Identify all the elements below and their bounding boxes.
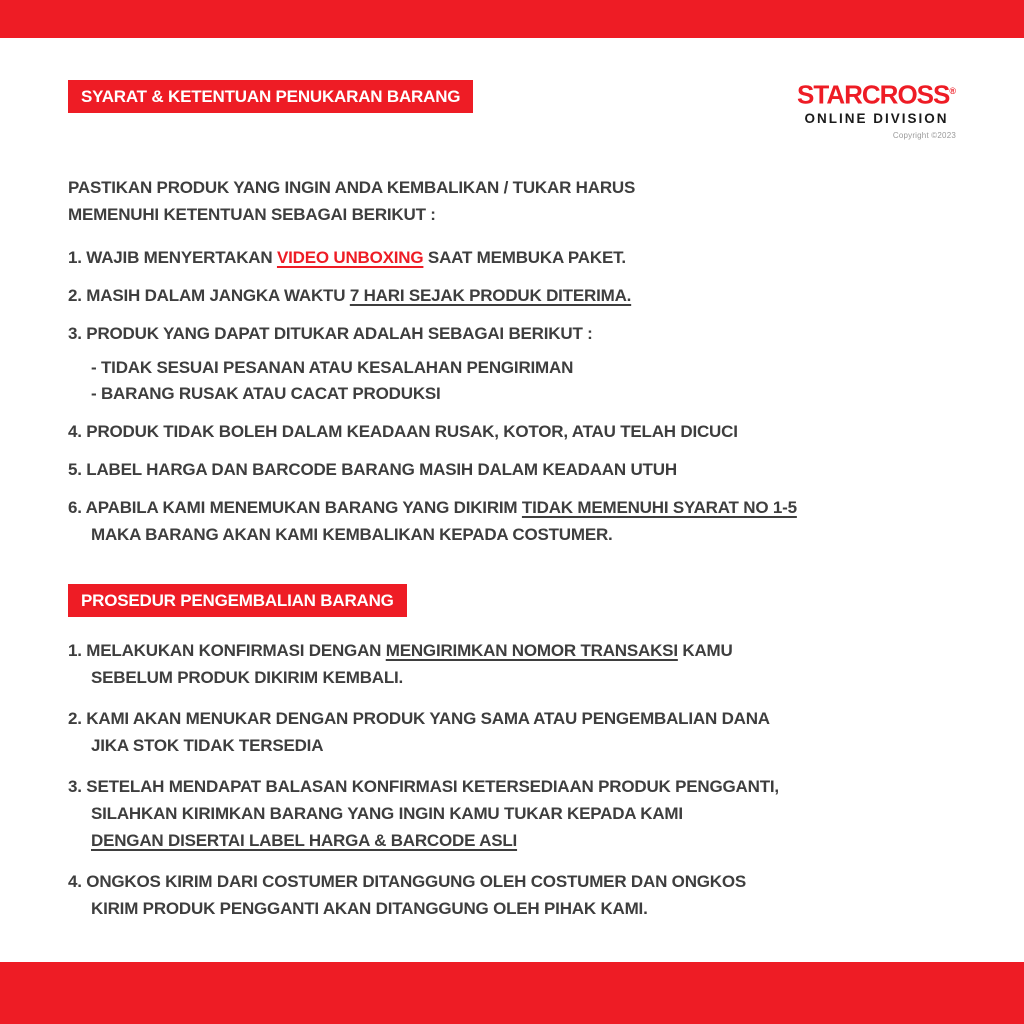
terms-item-6 — [68, 494, 956, 548]
brand-logo-text: STARCROSS — [797, 79, 950, 110]
terms-item-3-head: 3. PRODUK YANG DAPAT DITUKAR ADALAH SEBAGAI BERIKUT : — [68, 323, 593, 343]
terms-item-2-underline: 7 HARI SEJAK PRODUK DITERIMA. — [349, 285, 632, 305]
bottom-red-bar — [0, 962, 1024, 1024]
terms-intro — [68, 174, 956, 228]
procedure-item-2 — [68, 705, 956, 759]
terms-item-6-underline: TIDAK MEMENUHI SYARAT NO 1-5 — [521, 497, 797, 517]
terms-item-2-pre: 2. MASIH DALAM JANGKA WAKTU — [68, 285, 350, 305]
terms-item-3-sub-1: - TIDAK SESUAI PESANAN ATAU KESALAHAN PENGIRIMAN — [91, 357, 574, 377]
terms-item-3-sublist — [91, 355, 956, 407]
brand-subtitle: ONLINE DIVISION — [804, 110, 949, 126]
poster-content — [68, 38, 956, 922]
registered-mark: ® — [949, 86, 956, 96]
procedure-item-4-line-2: KIRIM PRODUK PENGGANTI AKAN DITANGGUNG OLEH PIHAK KAMI. — [91, 898, 648, 918]
terms-item-2 — [68, 282, 956, 309]
terms-section-badge: SYARAT & KETENTUAN PENUKARAN BARANG — [68, 80, 473, 113]
brand-copyright: Copyright ©2023 — [892, 130, 956, 140]
procedure-item-1-underline: MENGIRIMKAN NOMOR TRANSAKSI — [385, 640, 678, 660]
procedure-badge-row — [68, 584, 956, 617]
terms-item-3 — [68, 320, 956, 407]
terms-item-4: 4. PRODUK TIDAK BOLEH DALAM KEADAAN RUSAK, KOTOR, ATAU TELAH DICUCI — [68, 421, 738, 441]
procedure-item-1-post: KAMU — [677, 640, 733, 660]
procedure-item-1-line-2: SEBELUM PRODUK DIKIRIM KEMBALI. — [91, 667, 404, 687]
procedure-item-4-line-1: 4. ONGKOS KIRIM DARI COSTUMER DITANGGUNG OLEH COSTUMER DAN ONGKOS — [68, 871, 747, 891]
procedure-item-1 — [68, 637, 956, 691]
procedure-section-body — [68, 637, 956, 922]
terms-item-1-pre: 1. WAJIB MENYERTAKAN — [68, 247, 277, 267]
terms-item-6-line-2: MAKA BARANG AKAN KAMI KEMBALIKAN KEPADA COSTUMER. — [91, 524, 613, 544]
procedure-item-3-line-3-underline: DENGAN DISERTAI LABEL HARGA & BARCODE ASLI — [91, 830, 518, 850]
terms-intro-line-2: MEMENUHI KETENTUAN SEBAGAI BERIKUT : — [68, 204, 436, 224]
video-unboxing-highlight: VIDEO UNBOXING — [276, 247, 424, 267]
procedure-item-4 — [68, 868, 956, 922]
terms-item-3-sub-2: - BARANG RUSAK ATAU CACAT PRODUKSI — [91, 383, 441, 403]
starcross-logo — [797, 78, 956, 108]
procedure-section-badge: PROSEDUR PENGEMBALIAN BARANG — [68, 584, 407, 617]
procedure-item-2-line-1: 2. KAMI AKAN MENUKAR DENGAN PRODUK YANG SAMA ATAU PENGEMBALIAN DANA — [68, 708, 770, 728]
header-row — [68, 80, 956, 140]
top-red-bar — [0, 0, 1024, 38]
terms-item-5: 5. LABEL HARGA DAN BARCODE BARANG MASIH DALAM KEADAAN UTUH — [68, 459, 677, 479]
terms-intro-line-1: PASTIKAN PRODUK YANG INGIN ANDA KEMBALIKAN / TUKAR HARUS — [68, 177, 636, 197]
brand-block — [797, 78, 956, 140]
terms-section-body — [68, 174, 956, 548]
procedure-item-3-line-2: SILAHKAN KIRIMKAN BARANG YANG INGIN KAMU TUKAR KEPADA KAMI — [91, 803, 683, 823]
procedure-item-2-line-2: JIKA STOK TIDAK TERSEDIA — [91, 735, 324, 755]
procedure-item-3 — [68, 773, 956, 854]
procedure-item-1-pre: 1. MELAKUKAN KONFIRMASI DENGAN — [68, 640, 386, 660]
terms-item-1 — [68, 244, 956, 271]
procedure-item-3-line-1: 3. SETELAH MENDAPAT BALASAN KONFIRMASI KETERSEDIAAN PRODUK PENGGANTI, — [68, 776, 779, 796]
terms-item-1-post: SAAT MEMBUKA PAKET. — [423, 247, 626, 267]
terms-item-6-pre: 6. APABILA KAMI MENEMUKAN BARANG YANG DIKIRIM — [68, 497, 522, 517]
